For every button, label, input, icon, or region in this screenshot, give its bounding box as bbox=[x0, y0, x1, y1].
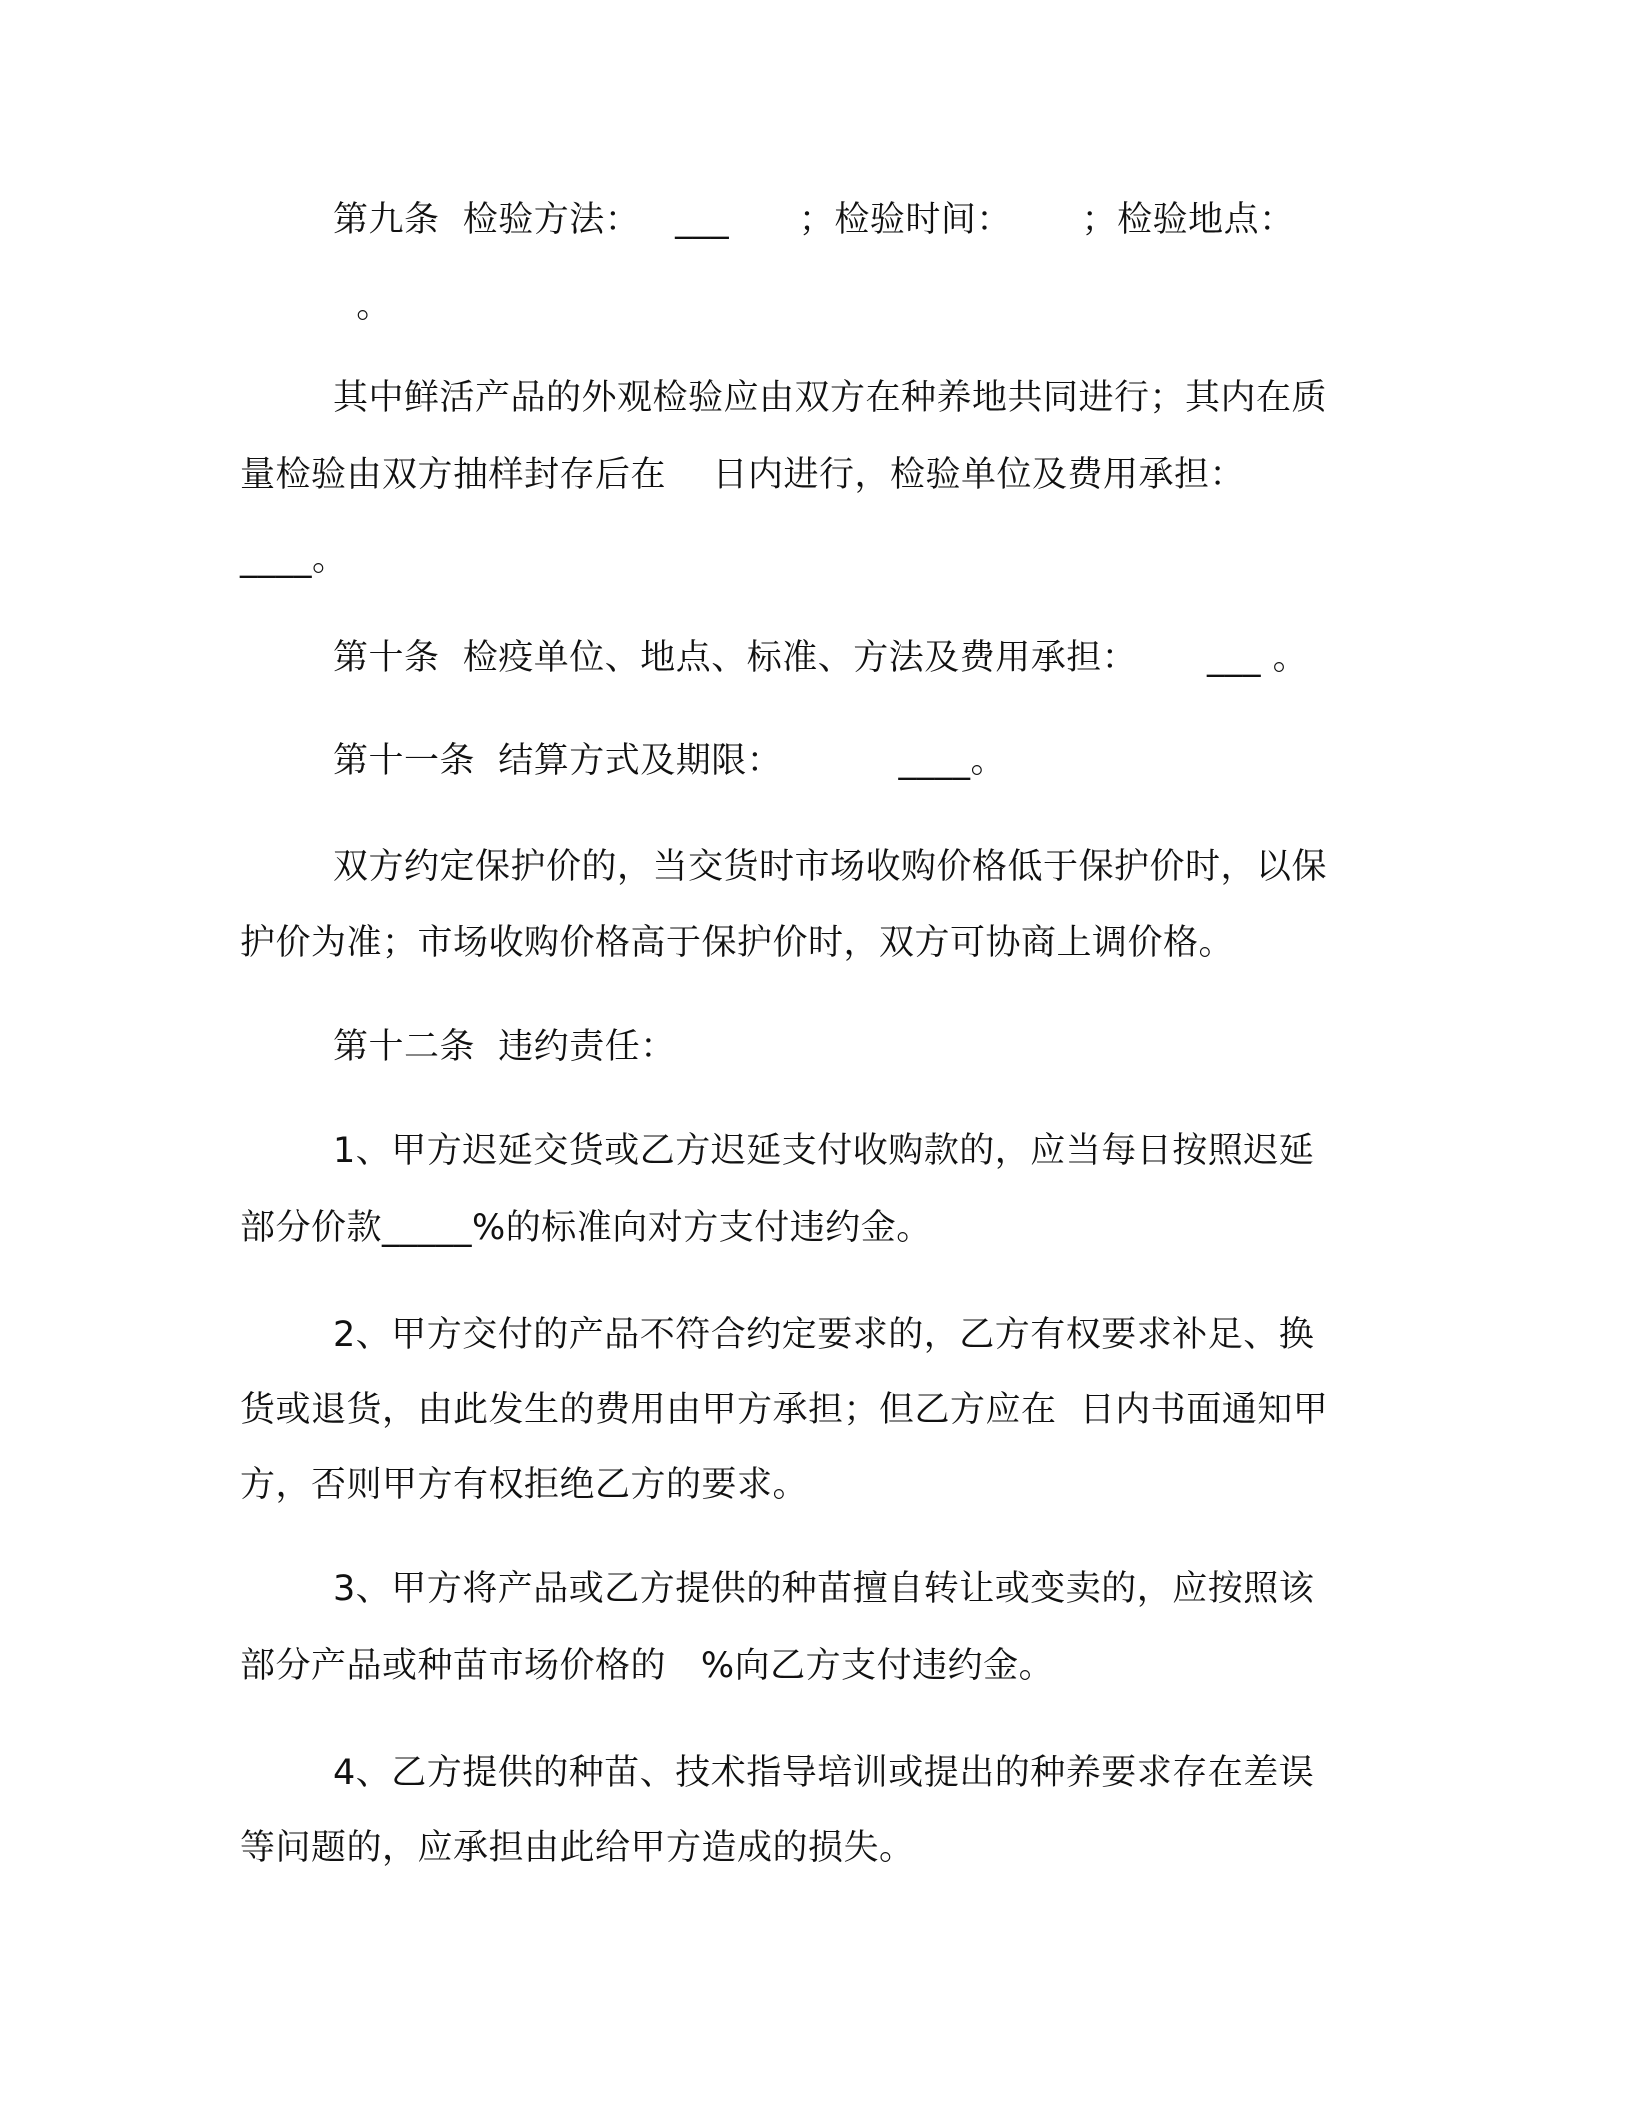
clause-1-line-2: 部分价款_____%的标准向对方支付违约金。 bbox=[240, 1208, 932, 1248]
clause-1-line-1: 1、甲方迟延交货或乙方迟延支付收购款的，应当每日按照迟延 bbox=[333, 1131, 1315, 1171]
clause-3-line-1: 3、甲方将产品或乙方提供的种苗擅自转让或变卖的，应按照该 bbox=[333, 1569, 1315, 1609]
article-11-line: 第十一条 结算方式及期限： ____。 bbox=[333, 741, 1007, 781]
article-9-line-2: 。 bbox=[333, 286, 392, 326]
clause-4-line-1: 4、乙方提供的种苗、技术指导培训或提出的种养要求存在差误 bbox=[333, 1753, 1315, 1793]
clause-2-line-3: 方，否则甲方有权拒绝乙方的要求。 bbox=[240, 1465, 809, 1505]
inspection-paragraph-line-2: 量检验由双方抽样封存后在 日内进行，检验单位及费用承担： bbox=[240, 455, 1246, 495]
article-9-line-1: 第九条 检验方法： ___ ；检验时间： ；检验地点： bbox=[333, 200, 1295, 240]
protection-price-line-1: 双方约定保护价的，当交货时市场收购价格低于保护价时，以保 bbox=[333, 847, 1328, 887]
clause-3-line-2: 部分产品或种苗市场价格的 %向乙方支付违约金。 bbox=[240, 1646, 1055, 1686]
clause-2-line-1: 2、甲方交付的产品不符合约定要求的，乙方有权要求补足、换 bbox=[333, 1315, 1315, 1355]
protection-price-line-2: 护价为准；市场收购价格高于保护价时，双方可协商上调价格。 bbox=[240, 923, 1235, 963]
clause-4-line-2: 等问题的，应承担由此给甲方造成的损失。 bbox=[240, 1828, 915, 1868]
inspection-paragraph-line-3: ____。 bbox=[240, 539, 348, 579]
article-10-line: 第十条 检疫单位、地点、标准、方法及费用承担： ___ 。 bbox=[333, 638, 1309, 678]
article-12-heading: 第十二条 违约责任： bbox=[333, 1027, 676, 1067]
clause-2-line-2: 货或退货，由此发生的费用由甲方承担；但乙方应在 日内书面通知甲 bbox=[240, 1390, 1329, 1430]
inspection-paragraph-line-1: 其中鲜活产品的外观检验应由双方在种养地共同进行；其内在质 bbox=[333, 378, 1328, 418]
